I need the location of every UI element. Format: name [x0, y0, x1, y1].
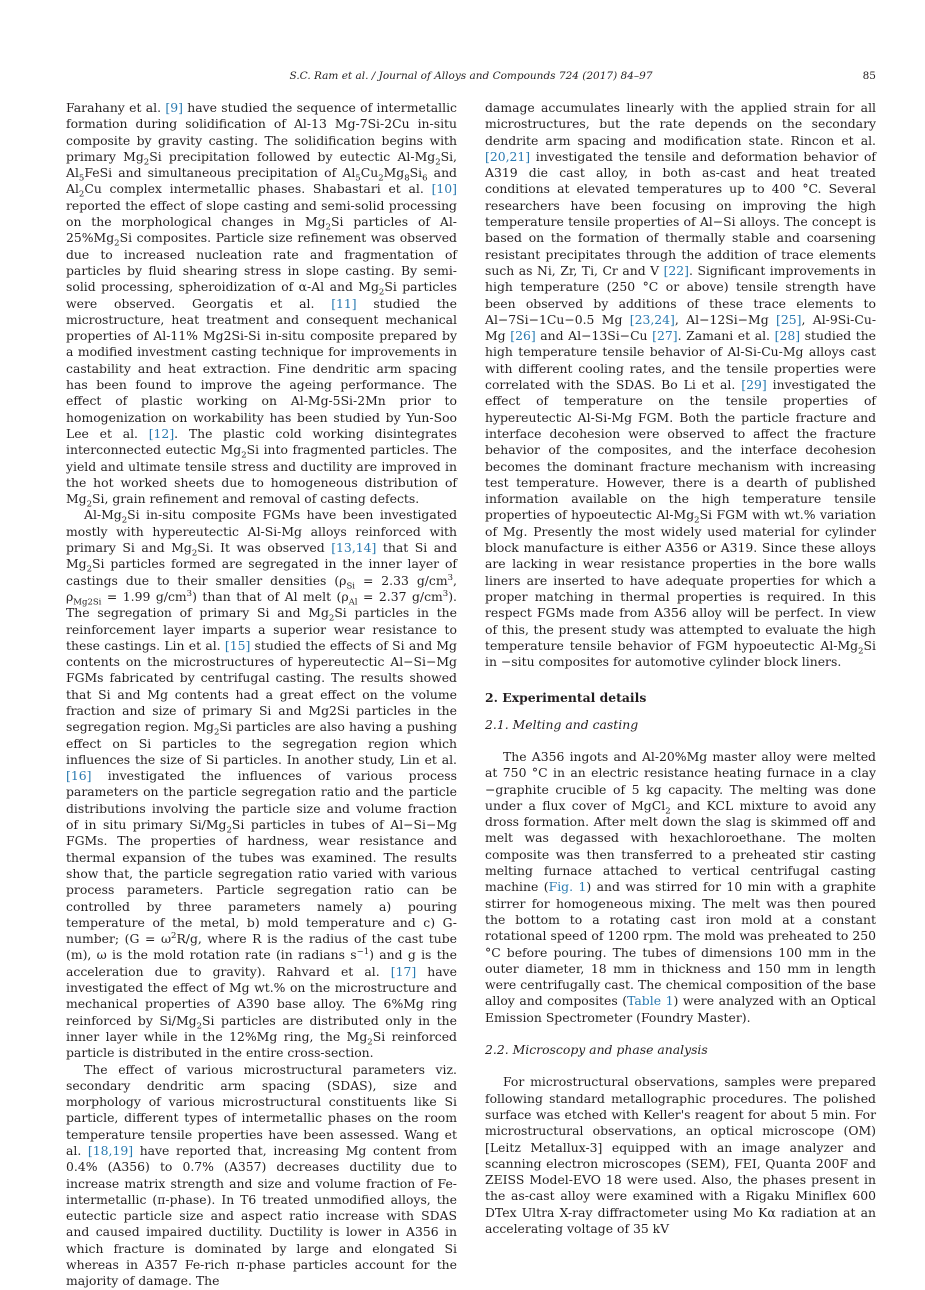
reference-link[interactable]: [12] [148, 425, 175, 441]
reference-link[interactable]: [23,24] [629, 311, 675, 327]
reference-link[interactable]: [10] [431, 181, 457, 197]
paragraph: damage accumulates linearly with the applied strain for all microstructures, but the rate depends on the secondary dendrite arm spacing and modification state. Rincon et al. [20,21] investigated the tensile and deformation behavior of A319 die cast alloy, in both as-cast and heat treated conditions at elevated temperatures up to 400 °C. Several researchers have been focusing on improving the high temperature tensile properties of Al−Si alloys. The concept is based on the formation of thermally stable and coarsening resistant precipitates through the addition of trace elements such as Ni, Zr, Ti, Cr and V [22]. Significant improvements in high temperature (250 °C or above) tensile strength have been observed by additions of these trace elements to Al−7Si−1Cu−0.5 Mg [23,24], Al−12Si−Mg [25], Al-9Si-Cu-Mg [26] and Al−13Si−Cu [27]. Zamani et al. [28] studied the high temperature tensile behavior of Al-Si-Cu-Mg alloys cast with different cooling rates, and the tensile properties were correlated with the SDAS. Bo Li et al. [29] investigated the effect of temperature on the tensile properties of hypereutectic Al-Si-Mg FGM. Both the particle fracture and interface decohesion were observed to affect the fracture behavior of the composites, and the interface decohesion becomes the dominant fracture mechanism with increasing test temperature. However, there is a dearth of published information available on the high temperature tensile properties of hypoeutectic $Al-Mg_2Si$ FGM with wt.% variation of Mg. Presently the most widely used material for cylinder block manufacture is either A356 or A319. Since these alloys are lacking in wear resistance properties in the bore walls liners are inserted to have adequate properties for which a proper matching in thermal properties is required. In this respect FGMs made from A356 alloy will be perfect. In view of this, the present study was attempted to evaluate the high temperature tensile behavior of FGM hypoeutectic $Al-Mg_2Si$ in −situ composites for automotive cylinder block liners. [485, 100, 877, 670]
reference-link[interactable]: [13,14] [331, 540, 377, 556]
page-number: 85 [862, 70, 876, 82]
reference-link[interactable]: [11] [331, 295, 357, 311]
paragraph: The A356 ingots and Al-20%Mg master alloy were melted at 750 °C in an electric resistance heating furnace in a clay −graphite crucible of 5 kg capacity. The melting was done under a flux cover of MgCl$_2$ and KCL mixture to avoid any dross formation. After melt down the slag is skimmed off and melt was degassed with hexachloroethane. The molten composite was then transferred to a preheated stir casting melting furnace attached to vertical centrifugal casting machine (Fig. 1) and was stirred for 10 min with a graphite stirrer for homogeneous mixing. The melt was then poured the bottom to a rotating cast iron mold at a constant rotational speed of 1200 rpm. The mold was preheated to 250 °C before pouring. The tubes of dimensions 100 mm in the outer diameter, 18 mm in thickness and 150 mm in length were centrifugally cast. The chemical composition of the base alloy and composites (Table 1) were analyzed with an Optical Emission Spectrometer (Foundry Master). [485, 748, 876, 1025]
reference-link[interactable]: [17] [390, 963, 417, 979]
reference-link[interactable]: [20,21] [485, 148, 531, 164]
table-link[interactable]: Table 1 [627, 993, 674, 1009]
reference-link[interactable]: [16] [66, 768, 92, 784]
paragraph: $Al-Mg_2Si$ in-situ composite FGMs have been investigated mostly with hypereutectic Al-Si-Mg alloys reinforced with primary Si and $Mg_2Si$. It was observed [13,14] that Si and $Mg_2Si$ particles formed are segregated in the inner layer of castings due to their smaller densities ($\rho_{Si} = 2.33$ $g/cm^3$, $\rho_{Mg2Si} = 1.99$ $g/cm^3$) than that of Al melt ($\rho_{Al} = 2.37$ $g/cm^3$). The segregation of primary Si and $Mg_2Si$ particles in the reinforcement layer imparts a superior wear resistance to these castings. Lin et al. [15] studied the effects of Si and Mg contents on the microstructures of hypereutectic Al−Si−Mg FGMs fabricated by centrifugal casting. The results showed that Si and Mg contents had a great effect on the volume fraction and size of primary Si and Mg2Si particles in the segregation region. $Mg_2Si$ particles are also having a pushing effect on Si particles to the segregation region which influences the size of Si particles. In another study, Lin et al. [16] investigated the influences of various process parameters on the particle segregation ratio and the particle distributions involving the particle size and volume fraction of in situ primary $Si/Mg_2Si$ particles in tubes of Al−Si−Mg FGMs. The properties of hardness, wear resistance and thermal expansion of the tubes was examined. The results show that, the particle segregation ratio varied with various process parameters. Particle segregation ratio can be controlled by three parameters namely a) pouring temperature of the metal, b) mold temperature and c) G-number; ($G = \omega^2R/g$, where R is the radius of the cast tube (m), ω is the mold rotation rate (in radians $s^{-1}$) and g is the acceleration due to gravity). Rahvard et al. [17] have investigated the effect of Mg wt.% on the microstructure and mechanical properties of A390 base alloy. The 6%Mg ring reinforced by $Si/Mg_2Si$ particles are distributed only in the inner layer while in the 12%Mg ring, the $Mg_2Si$ reinforced particle is distributed in the entire cross-section. [66, 507, 458, 1061]
reference-link[interactable]: [25] [776, 311, 802, 327]
paragraph: Farahany et al. [9] have studied the sequence of intermetallic formation during solidification of Al-13 Mg-7Si-2Cu in-situ composite by gravity casting. The solidification begins with primary $Mg_2Si$ precipitation followed by eutectic $Al-Mg_2Si$, $Al_5FeSi$ and simultaneous precipitation of $Al_5Cu_2Mg_8Si_6$ and $Al_2Cu$ complex intermetallic phases. Shabastari et al. [10] reported the effect of slope casting and semi-solid processing on the morphological changes in $Mg_2Si$ particles of $Al-25\%Mg_2Si$ composites. Particle size refinement was observed due to increased nucleation rate and fragmentation of particles by fluid shearing stress in slope casting. By semi-solid processing, spheroidization of α-Al and $Mg_2Si$ particles were observed. Georgatis et al. [11] studied the microstructure, heat treatment and consequent mechanical properties of Al-11% Mg2Si-Si in-situ composite prepared by a modified investment casting technique for improvements in castability and heat extraction. Fine dendritic arm spacing has been found to improve the ageing performance. The effect of plastic working on Al-Mg-5Si-2Mn prior to homogenization on workability has been studied by Yun-Soo Lee et al. [12]. The plastic cold working disintegrates interconnected eutectic $Mg_2Si$ into fragmented particles. The yield and ultimate tensile stress and ductility are improved in the hot worked sheets due to homogeneous distribution of $Mg_2Si$, grain refinement and removal of casting defects. [66, 100, 457, 510]
subsection-heading: 2.2. Microscopy and phase analysis [485, 1042, 708, 1058]
reference-link[interactable]: [18,19] [87, 1143, 134, 1158]
left-column [66, 100, 457, 1290]
subsection-heading: 2.1. Melting and casting [485, 716, 639, 732]
figure-link[interactable]: Fig. 1 [548, 879, 587, 895]
reference-link[interactable]: [29] [741, 377, 767, 393]
reference-link[interactable]: [22] [663, 262, 690, 278]
paragraph: For microstructural observations, samples were prepared following standard metallographic procedures. The polished surface was etched with Keller's reagent for about 5 min. For microstructural observations, an optical microscope (OM) [Leitz Metallux-3] equipped with an image analyzer and scanning electron microscopes (SEM), FEI, Quanta 200F and ZEISS Model-EVO 18 were used. Also, the phases present in the as-cast alloy were examined with a Rigaku Miniflex 600 DTex Ultra X-ray diffractometer using Mo Kα radiation at an accelerating voltage of 35 kV [485, 1074, 876, 1236]
reference-link[interactable]: [26] [510, 328, 536, 344]
paragraph: The effect of various microstructural parameters viz. secondary dendritic arm spacing (SDAS), size and morphology of various microstructural constituents like Si particle, different types of intermetallic phases on the room temperature tensile properties have been assessed. Wang et al. [18,19] have reported that, increasing Mg content from 0.4% (A356) to 0.7% (A357) decreases ductility due to increase matrix strength and size and volume fraction of Fe-intermetallic (π-phase). In T6 treated unmodified alloys, the eutectic particle size and aspect ratio increase with SDAS and caused impaired ductility. Ductility is lower in A356 in which fracture is dominated by large and elongated Si whereas in A357 Fe-rich π-phase particles account for the majority of damage. The [66, 1061, 457, 1289]
reference-link[interactable]: [27] [652, 328, 678, 344]
reference-link[interactable]: [9] [165, 100, 183, 115]
right-column [485, 100, 876, 1237]
reference-link[interactable]: [15] [224, 637, 251, 653]
reference-link[interactable]: [28] [774, 328, 801, 344]
running-header [66, 70, 876, 88]
journal-citation: S.C. Ram et al. / Journal of Alloys and Compounds 724 (2017) 84–97 [289, 70, 653, 82]
section-heading: 2. Experimental details [485, 690, 647, 706]
